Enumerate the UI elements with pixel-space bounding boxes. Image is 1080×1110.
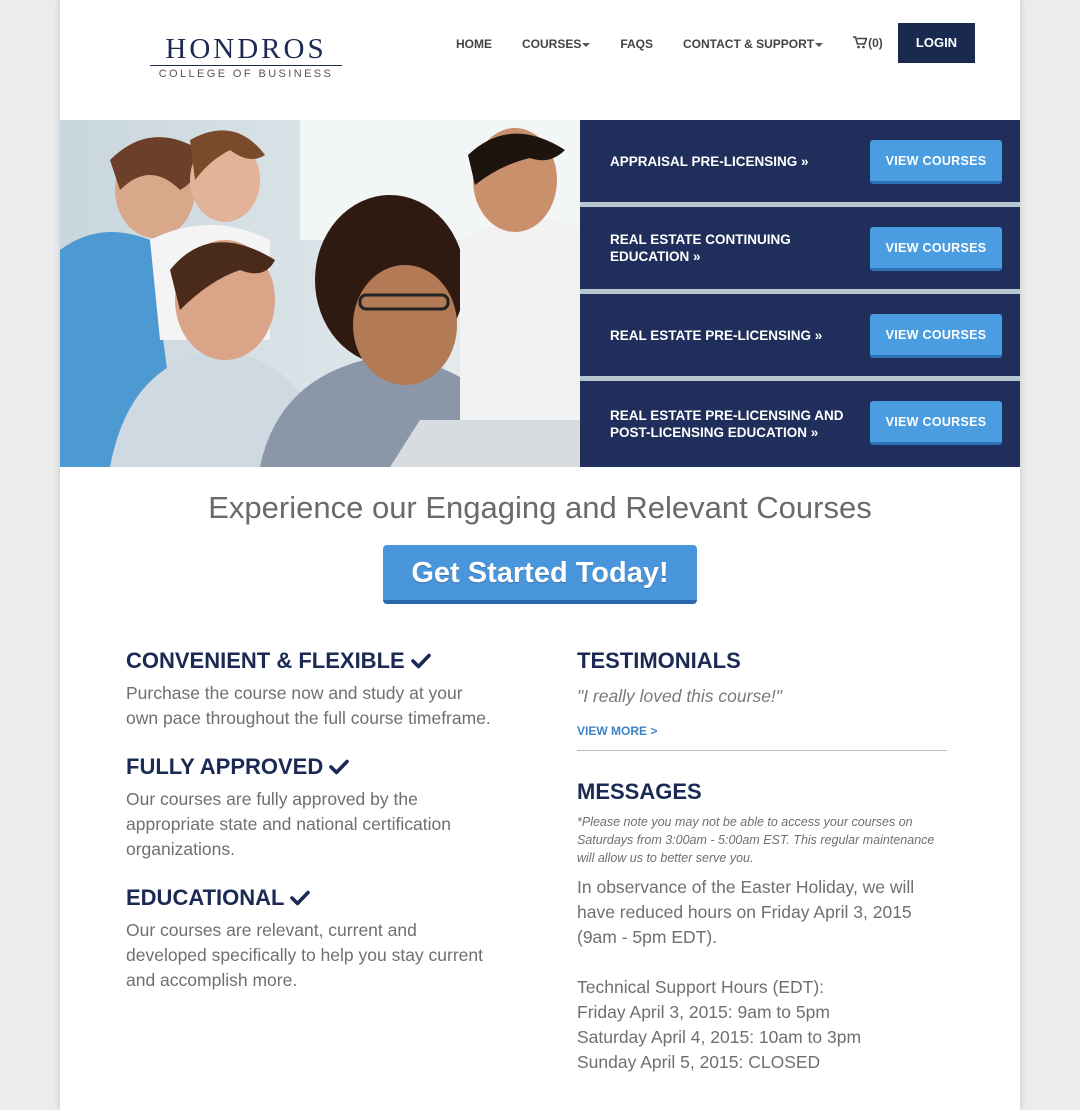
feature-title: [126, 885, 506, 912]
logo[interactable]: [148, 34, 344, 81]
feature-item: [126, 885, 506, 993]
cart-icon: [853, 36, 867, 52]
course-panel-re-pre-post: [580, 381, 1020, 467]
feature-description: Purchase the course now and study at your own pace throughout the full course timeframe.: [126, 683, 491, 728]
view-courses-button[interactable]: VIEW COURSES: [870, 401, 1002, 445]
support-hours-line: Saturday April 4, 2015: 10am to 3pm: [577, 1027, 862, 1047]
nav-home[interactable]: [456, 37, 492, 51]
cart-count: (0): [868, 36, 883, 50]
features-list: [126, 648, 506, 1016]
feature-title: [126, 754, 506, 781]
nav-faqs-label: FAQS: [620, 37, 654, 51]
view-courses-button[interactable]: VIEW COURSES: [870, 140, 1002, 184]
support-hours-line: Sunday April 5, 2015: CLOSED: [577, 1052, 821, 1072]
nav-courses-label: COURSES: [522, 37, 582, 51]
checkmark-icon: [411, 649, 431, 675]
holiday-message: In observance of the Easter Holiday, we will have reduced hours on Friday April 3, 2015 (9am - 5pm EDT).: [577, 877, 915, 947]
page-headline: Experience our Engaging and Relevant Courses: [208, 490, 872, 525]
feature-item: [126, 754, 506, 862]
nav-faqs[interactable]: [620, 37, 653, 51]
sidebar-column: [577, 648, 947, 1075]
testimonials-title: TESTIMONIALS: [577, 648, 741, 673]
course-panel-appraisal: [580, 120, 1020, 202]
course-title[interactable]: REAL ESTATE PRE-LICENSING »: [610, 327, 823, 343]
course-title[interactable]: APPRAISAL PRE-LICENSING »: [610, 153, 809, 169]
support-hours-title: Technical Support Hours (EDT):: [577, 977, 825, 997]
feature-description: Our courses are fully approved by the appropriate state and national certification organizations.: [126, 789, 451, 859]
nav-courses[interactable]: [522, 37, 590, 51]
main-nav: [456, 36, 913, 52]
nav-home-label: HOME: [456, 37, 492, 51]
logo-subtitle: COLLEGE OF BUSINESS: [158, 68, 334, 80]
testimonial-quote: "I really loved this course!": [577, 686, 783, 706]
page: [60, 0, 1020, 1110]
feature-description: Our courses are relevant, current and developed specifically to help you stay current and accomplish more.: [126, 920, 484, 990]
course-panel-re-continuing: [580, 207, 1020, 289]
feature-title-text: EDUCATIONAL: [126, 885, 285, 910]
feature-title: [126, 648, 506, 675]
course-title[interactable]: REAL ESTATE CONTINUING EDUCATION »: [610, 232, 791, 264]
feature-title-text: FULLY APPROVED: [126, 754, 324, 779]
nav-contact-support[interactable]: [683, 37, 823, 51]
support-hours-line: Friday April 3, 2015: 9am to 5pm: [577, 1002, 830, 1022]
course-title[interactable]: REAL ESTATE PRE-LICENSING AND POST-LICENSING EDUCATION »: [610, 408, 844, 440]
login-button[interactable]: LOGIN: [898, 23, 975, 63]
get-started-button[interactable]: Get Started Today!: [383, 545, 697, 604]
checkmark-icon: [329, 755, 349, 781]
chevron-down-icon: [582, 43, 590, 47]
view-courses-button[interactable]: VIEW COURSES: [870, 227, 1002, 271]
course-panel-re-prelicensing: [580, 294, 1020, 376]
messages-title: MESSAGES: [577, 779, 702, 804]
hero-banner: [60, 120, 1020, 467]
checkmark-icon: [290, 886, 310, 912]
logo-wordmark: HONDROS: [165, 33, 327, 65]
view-courses-button[interactable]: VIEW COURSES: [870, 314, 1002, 358]
logo-rule: [150, 65, 342, 66]
chevron-down-icon: [815, 43, 823, 47]
nav-contact-label: CONTACT & SUPPORT: [683, 37, 815, 51]
divider: [577, 750, 947, 751]
feature-item: [126, 648, 506, 731]
feature-title-text: CONVENIENT & FLEXIBLE: [126, 648, 405, 673]
view-more-link[interactable]: VIEW MORE >: [577, 724, 658, 738]
nav-cart[interactable]: [853, 36, 883, 52]
maintenance-note: *Please note you may not be able to access your courses on Saturdays from 3:00am - 5:00am EST. This regular maintenance will allow us to better serve you.: [577, 815, 935, 865]
